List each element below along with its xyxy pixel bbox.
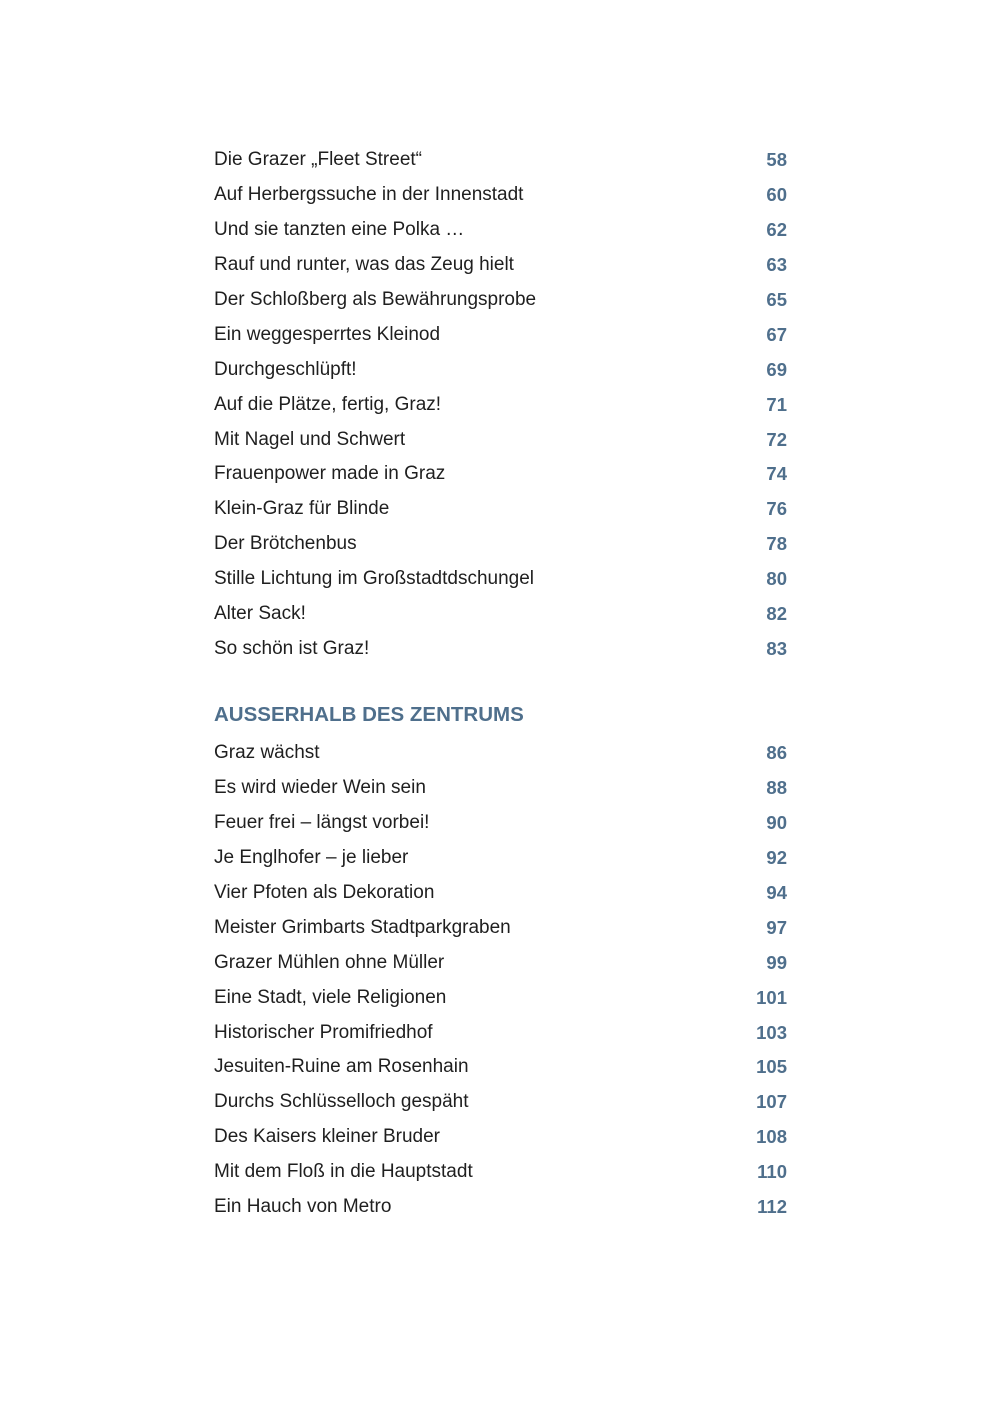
toc-entry <box>214 1015 787 1050</box>
toc-entry-title: Je Englhofer – je lieber <box>214 847 409 869</box>
toc-entry-page-number: 71 <box>766 393 787 415</box>
toc-entry-page-number: 62 <box>766 219 787 241</box>
toc-entry <box>214 143 787 178</box>
toc-entry <box>214 771 787 806</box>
toc-entry <box>214 1085 787 1120</box>
toc-list-city-center <box>214 143 787 666</box>
toc-entry-page-number: 103 <box>756 1021 787 1043</box>
toc-entry-page-number: 78 <box>766 533 787 555</box>
toc-entry <box>214 631 787 666</box>
toc-entry <box>214 387 787 422</box>
toc-entry-title: Meister Grimbarts Stadtparkgraben <box>214 916 511 938</box>
toc-entry-title: Ein Hauch von Metro <box>214 1196 392 1218</box>
toc-entry-page-number: 67 <box>766 323 787 345</box>
toc-entry-page-number: 88 <box>766 777 787 799</box>
toc-entry <box>214 317 787 352</box>
toc-entry <box>214 876 787 911</box>
toc-entry-title: Jesuiten-Ruine am Rosenhain <box>214 1056 469 1078</box>
toc-entry-title: Frauenpower made in Graz <box>214 463 446 485</box>
toc-entry-page-number: 60 <box>766 184 787 206</box>
toc-entry-page-number: 105 <box>756 1056 787 1078</box>
toc-list-outside-center <box>214 736 787 1224</box>
toc-entry-page-number: 112 <box>757 1196 787 1218</box>
toc-entry-title: Und sie tanzten eine Polka … <box>214 219 465 241</box>
toc-entry-page-number: 83 <box>766 637 787 659</box>
toc-entry <box>214 910 787 945</box>
toc-entry-title: Historischer Promifriedhof <box>214 1021 433 1043</box>
toc-entry-page-number: 76 <box>766 498 787 520</box>
toc-entry <box>214 422 787 457</box>
toc-entry-title: Vier Pfoten als Dekoration <box>214 882 435 903</box>
toc-entry-page-number: 63 <box>766 254 787 276</box>
toc-entry-page-number: 94 <box>766 882 787 903</box>
toc-entry-page-number: 74 <box>766 463 787 485</box>
toc-entry-page-number: 69 <box>766 358 787 380</box>
toc-entry-title: Mit Nagel und Schwert <box>214 428 406 450</box>
toc-entry-title: Des Kaisers kleiner Bruder <box>214 1126 440 1148</box>
toc-entry-page-number: 72 <box>766 428 787 450</box>
toc-entry-title: Der Brötchenbus <box>214 533 357 555</box>
toc-entry-title: So schön ist Graz! <box>214 637 370 659</box>
toc-entry <box>214 1155 787 1190</box>
toc-entry <box>214 492 787 527</box>
toc-entry <box>214 841 787 876</box>
toc-entry-title: Eine Stadt, viele Religionen <box>214 986 447 1008</box>
toc-entry-page-number: 86 <box>766 742 787 764</box>
toc-entry-title: Die Grazer „Fleet Street“ <box>214 149 422 171</box>
toc-entry-title: Mit dem Floß in die Hauptstadt <box>214 1161 473 1183</box>
toc-entry-title: Stille Lichtung im Großstadtdschungel <box>214 568 534 590</box>
toc-entry <box>214 457 787 492</box>
toc-entry <box>214 562 787 597</box>
toc-entry <box>214 1120 787 1155</box>
toc-entry-page-number: 58 <box>766 149 787 171</box>
toc-entry <box>214 980 787 1015</box>
toc-entry <box>214 248 787 283</box>
toc-entry <box>214 1190 787 1225</box>
toc-entry-page-number: 99 <box>766 951 787 973</box>
toc-entry <box>214 213 787 248</box>
toc-entry <box>214 283 787 318</box>
toc-entry-title: Klein-Graz für Blinde <box>214 498 390 520</box>
toc-entry-page-number: 107 <box>756 1091 787 1113</box>
toc-entry-title: Graz wächst <box>214 742 320 764</box>
toc-entry-title: Durchs Schlüsselloch gespäht <box>214 1091 469 1113</box>
toc-entry-title: Der Schloßberg als Bewährungsprobe <box>214 289 537 310</box>
toc-entry-page-number: 108 <box>756 1126 787 1148</box>
section-heading: AUSSERHALB DES ZENTRUMS <box>214 703 524 726</box>
toc-entry-page-number: 65 <box>766 289 787 310</box>
toc-entry-title: Es wird wieder Wein sein <box>214 777 426 799</box>
toc-entry-title: Grazer Mühlen ohne Müller <box>214 951 445 973</box>
toc-entry <box>214 352 787 387</box>
toc-entry-title: Ein weggesperrtes Kleinod <box>214 323 441 345</box>
toc-entry <box>214 945 787 980</box>
toc-entry-title: Auf die Plätze, fertig, Graz! <box>214 393 442 415</box>
toc-entry <box>214 1050 787 1085</box>
toc-entry-page-number: 92 <box>766 847 787 869</box>
toc-entry-title: Alter Sack! <box>214 603 306 625</box>
toc-entry-title: Feuer frei – längst vorbei! <box>214 812 430 834</box>
toc-entry-page-number: 101 <box>756 986 787 1008</box>
toc-entry <box>214 178 787 213</box>
toc-entry-page-number: 97 <box>766 916 787 938</box>
toc-entry-page-number: 110 <box>757 1161 787 1183</box>
toc-entry <box>214 527 787 562</box>
toc-entry-page-number: 82 <box>766 603 787 625</box>
toc-entry-title: Auf Herbergssuche in der Innenstadt <box>214 184 524 206</box>
toc-entry-title: Rauf und runter, was das Zeug hielt <box>214 254 514 276</box>
toc-entry <box>214 736 787 771</box>
toc-entry-title: Durchgeschlüpft! <box>214 358 357 380</box>
toc-entry-page-number: 90 <box>766 812 787 834</box>
toc-entry <box>214 806 787 841</box>
toc-entry-page-number: 80 <box>766 568 787 590</box>
toc-entry <box>214 597 787 632</box>
